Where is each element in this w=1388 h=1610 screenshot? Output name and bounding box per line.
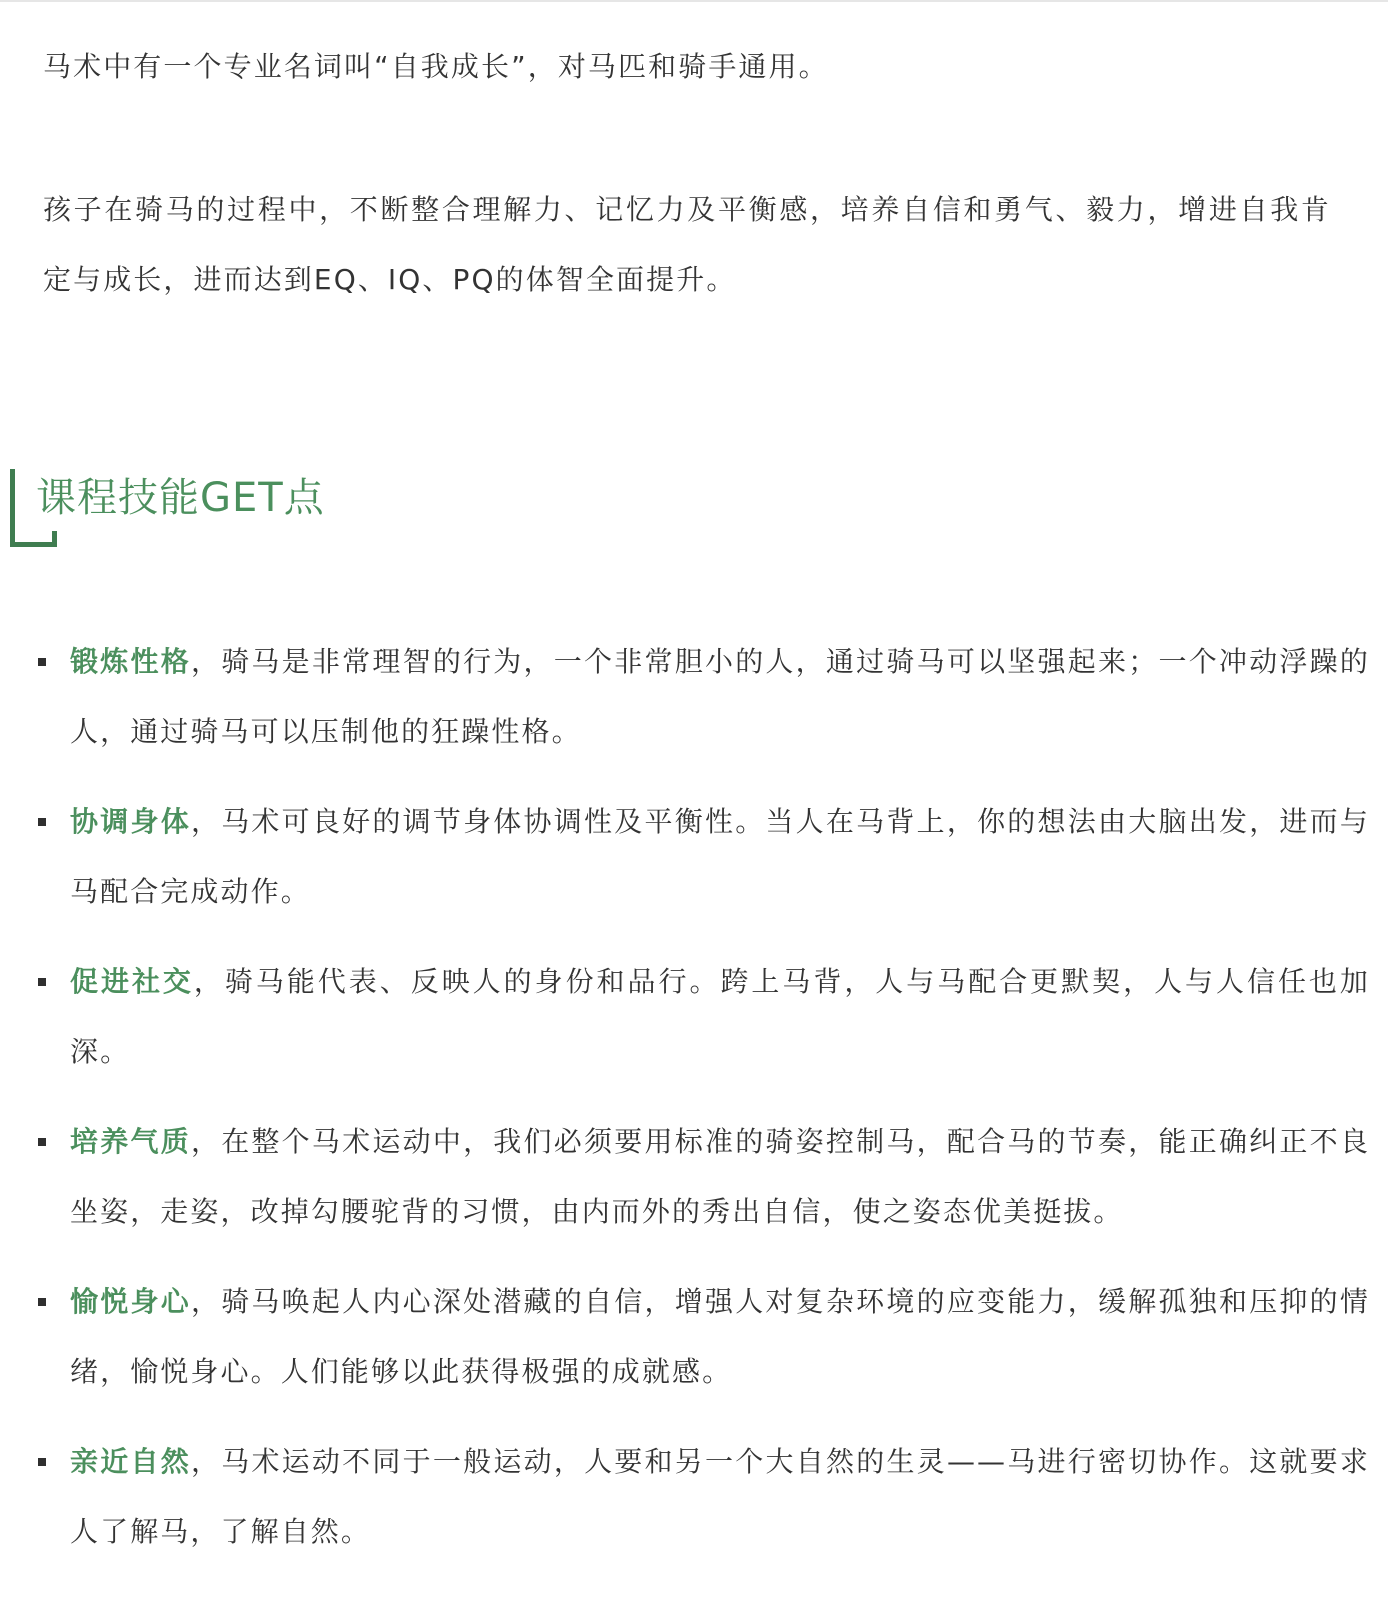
intro-paragraph-2: 孩子在骑马的过程中，不断整合理解力、记忆力及平衡感，培养自信和勇气、毅力，增进自我肯定与成长，进而达到EQ、IQ、PQ的体智全面提升。	[43, 193, 1331, 296]
skill-description: ，骑马唤起人内心深处潜藏的自信，增强人对复杂环境的应变能力，缓解孤独和压抑的情绪，愉悦身心。人们能够以此获得极强的成就感。	[70, 1285, 1371, 1388]
list-item	[0, 1427, 1370, 1567]
skill-label: 亲近自然	[70, 1445, 191, 1478]
list-item	[0, 1267, 1370, 1407]
skill-label: 协调身体	[70, 805, 191, 838]
top-divider	[0, 0, 1388, 2]
heading-bracket-horizontal	[10, 542, 57, 547]
skill-description: ，骑马能代表、反映人的身份和品行。跨上马背，人与马配合更默契，人与人信任也加深。	[70, 965, 1371, 1068]
skill-label: 愉悦身心	[70, 1285, 191, 1318]
skill-description: ，骑马是非常理智的行为，一个非常胆小的人，通过骑马可以坚强起来；一个冲动浮躁的人，通过骑马可以压制他的狂躁性格。	[70, 645, 1371, 748]
square-bullet-icon	[38, 1458, 46, 1466]
skill-description: ，马术运动不同于一般运动，人要和另一个大自然的生灵——马进行密切协作。这就要求人了解马，了解自然。	[70, 1445, 1371, 1548]
list-item	[0, 1107, 1370, 1247]
square-bullet-icon	[38, 978, 46, 986]
skill-description: ，马术可良好的调节身体协调性及平衡性。当人在马背上，你的想法由大脑出发，进而与马配合完成动作。	[70, 805, 1371, 908]
skill-label: 锻炼性格	[70, 645, 191, 678]
intro-paragraph-1: 马术中有一个专业名词叫“自我成长”，对马匹和骑手通用。	[43, 50, 829, 83]
heading-bracket-vertical	[10, 469, 15, 547]
list-item	[0, 627, 1370, 767]
skill-description: ，在整个马术运动中，我们必须要用标准的骑姿控制马，配合马的节奏，能正确纠正不良坐姿，走姿，改掉勾腰驼背的习惯，由内而外的秀出自信，使之姿态优美挺拔。	[70, 1125, 1371, 1228]
square-bullet-icon	[38, 1138, 46, 1146]
skill-label: 促进社交	[70, 965, 194, 998]
heading-bracket-tick	[52, 531, 57, 547]
square-bullet-icon	[38, 818, 46, 826]
list-item	[0, 787, 1370, 927]
skill-label: 培养气质	[70, 1125, 191, 1158]
section-title: 课程技能GET点	[36, 475, 325, 521]
square-bullet-icon	[38, 658, 46, 666]
skill-list	[0, 627, 1388, 1587]
list-item	[0, 947, 1370, 1087]
square-bullet-icon	[38, 1298, 46, 1306]
